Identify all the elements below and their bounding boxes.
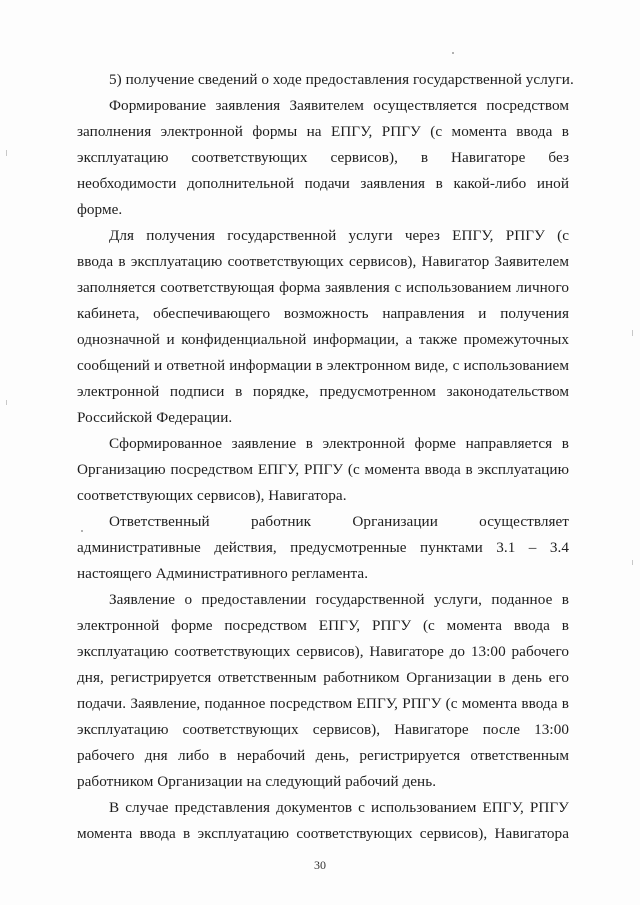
text-line: Для получения государственной услуги через ЕПГУ, РПГУ (с [109,227,569,244]
text-line: 5) получение сведений о ходе предоставления государственной услуги. [109,71,574,88]
text-line: однозначной и конфиденциальной информации, а также промежуточных [77,331,569,348]
page-number: 30 [314,858,326,872]
scan-edge-mark [6,400,7,405]
text-line: форме. [77,201,123,218]
text-line: сообщений и ответной информации в электронном виде, с использованием [77,357,569,374]
text-line: соответствующих сервисов), Навигатора. [77,487,347,504]
text-line: Заявление о предоставлении государственной услуги, поданное в [109,591,569,608]
text-line: ввода в эксплуатацию соответствующих сервисов), Навигатор Заявителем [77,253,569,270]
text-line: Ответственный работник Организации осуществляет [109,513,569,530]
text-line: работником Организации на следующий рабочий день. [77,773,437,790]
text-line: административные действия, предусмотренные пунктами 3.1 – 3.4 [77,539,569,556]
text-line: заполняется соответствующая форма заявления с использованием личного [77,279,569,296]
text-line: момента ввода в эксплуатацию соответствующих сервисов), Навигатора [77,825,569,842]
text-line: электронной форме посредством ЕПГУ, РПГУ (с момента ввода в [77,617,569,634]
text-line: электронной подписи в порядке, предусмотренном законодательством [77,383,569,400]
text-line: Организацию посредством ЕПГУ, РПГУ (с момента ввода в эксплуатацию [77,461,569,478]
text-line: эксплуатацию соответствующих сервисов), Навигаторе после 13:00 [77,721,569,738]
scan-edge-mark [632,560,633,565]
text-line: эксплуатацию соответствующих сервисов), Навигаторе до 13:00 рабочего [77,643,569,660]
body-text [77,67,574,847]
scan-speck [452,52,454,54]
text-line: заполнения электронной формы на ЕПГУ, РПГУ (с момента ввода в [77,123,569,140]
text-line: Формирование заявления Заявителем осуществляется посредством [109,97,569,114]
text-line: необходимости дополнительной подачи заявления в какой-либо иной [77,175,569,192]
text-line: Российской Федерации. [77,409,233,426]
text-line: эксплуатацию соответствующих сервисов), в Навигаторе без [77,149,569,166]
scan-edge-mark [6,150,7,156]
text-line: настоящего Административного регламента. [77,565,369,582]
text-line: дня, регистрируется ответственным работником Организации в день его [77,669,569,686]
scan-edge-mark [632,330,633,336]
text-line: кабинета, обеспечивающего возможность направления и получения [77,305,569,322]
text-line: рабочего дня либо в нерабочий день, регистрируется ответственным [77,747,569,764]
text-line: В случае представления документов с использованием ЕПГУ, РПГУ [109,799,569,816]
text-line: подачи. Заявление, поданное посредством ЕПГУ, РПГУ (с момента ввода в [77,695,569,712]
text-line: Сформированное заявление в электронной форме направляется в [109,435,569,452]
